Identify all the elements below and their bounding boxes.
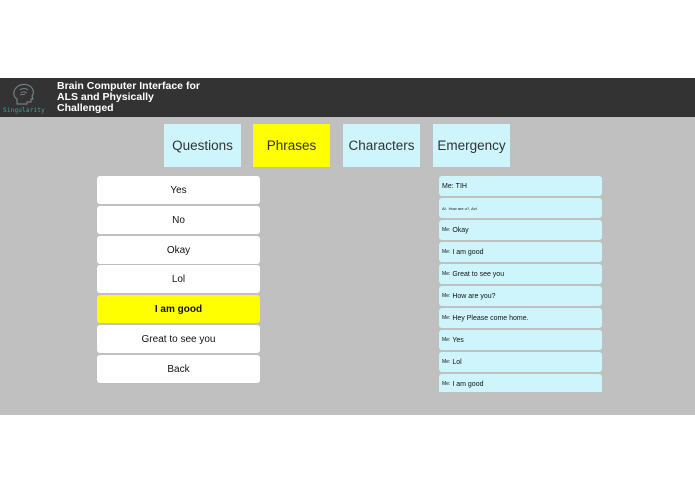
app-header [0,78,695,117]
chat-message: Me: Hey Please come home. [439,308,602,328]
chat-message: Me: Okay [439,220,602,240]
phrase-button-yes[interactable]: Yes [97,176,260,204]
app-title [57,81,217,114]
chat-message: Me: Great to see you [439,264,602,284]
app-title-line-2: ALS and Physically [57,91,154,103]
tab-questions[interactable]: Questions [164,124,241,167]
chat-message: Me: Lol [439,352,602,372]
tab-emergency[interactable]: Emergency [433,124,510,167]
phrase-button-lol[interactable]: Lol [97,265,260,293]
app-title-line-3: Challenged [57,102,114,114]
brain-head-icon [11,82,37,106]
chat-message: Al: How are u?, Avi [439,198,602,218]
tab-phrases[interactable]: Phrases [253,124,330,167]
phrase-button-no[interactable]: No [97,206,260,234]
app-title-line-1: Brain Computer Interface for [57,80,200,92]
phrase-button-i-am-good[interactable]: I am good [97,295,260,323]
chat-history[interactable] [439,176,602,392]
chat-message: Me: I am good [439,242,602,262]
logo-text: Singularity [3,107,45,114]
tab-characters[interactable]: Characters [343,124,420,167]
main-panel [0,117,695,415]
logo [0,78,48,117]
chat-message: Me: TIH [439,176,602,196]
chat-message: Me: I am good [439,374,602,392]
phrase-button-okay[interactable]: Okay [97,236,260,264]
back-button[interactable]: Back [97,355,260,383]
chat-message: Me: Yes [439,330,602,350]
phrase-button-great-to-see-you[interactable]: Great to see you [97,325,260,353]
chat-message: Me: How are you? [439,286,602,306]
